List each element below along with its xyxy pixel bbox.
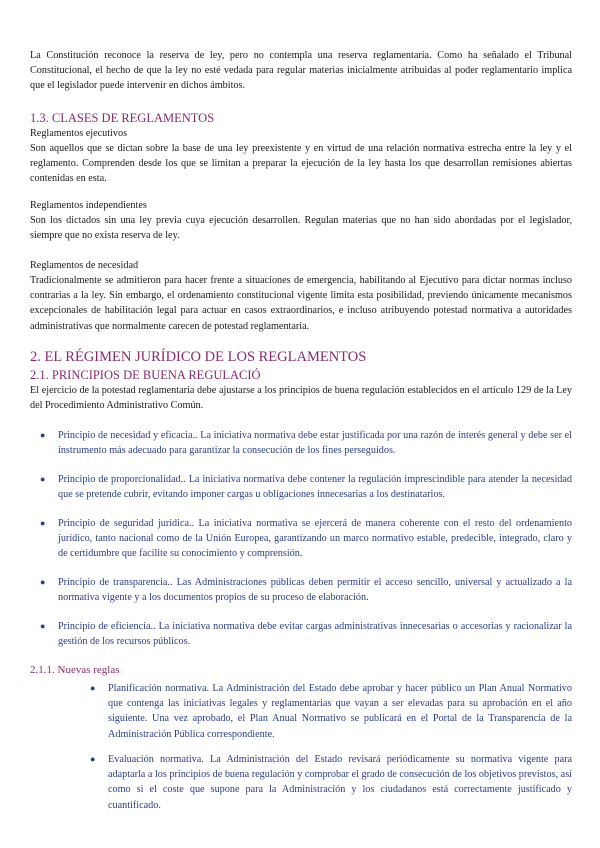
principle-text: Principio de necesidad y eficacia.. La iniciativa normativa debe estar justificada por una razón de interés general y debe ser el instrumento más adecuado para garantizar la consecución de los fines perseguidos. — [58, 430, 572, 457]
section-2-1 — [30, 367, 572, 413]
bullet-dot: ● — [40, 474, 46, 484]
section-2-heading: 2. EL RÉGIMEN JURÍDICO DE LOS REGLAMENTOS — [30, 349, 367, 365]
principle-text: Principio de proporcionalidad.. La iniciativa normativa debe contener la regulación imprescindible para atender la necesidad que se pretende cubrir, evitando imponer cargas u obligaciones innecesarias a los destinatarios. — [58, 474, 572, 501]
bullet-dot: ● — [40, 518, 46, 528]
principle-text: Principio de eficiencia.. La iniciativa normativa debe evitar cargas administrativas innecesarias o accesorias y racionalizar la gestión de los recursos públicos. — [58, 621, 572, 648]
reglamentos-ejecutivos-text: Son aquellos que se dictan sobre la base de una ley preexistente y en virtud de una relación normativa estrecha entre la ley y el reglamento. Comprenden desde los que se limitan a preparar la ejecución de la ley hasta los que desarrollan remisiones abiertas contenidas en esta. — [30, 143, 572, 185]
section-2 — [30, 348, 572, 366]
section-1-3-heading: 1.3. CLASES DE REGLAMENTOS — [30, 111, 215, 125]
principle-item — [30, 619, 572, 649]
rule-item — [86, 752, 572, 813]
reglamentos-ejecutivos-title: Reglamentos ejecutivos — [30, 128, 128, 139]
bullet-dot: ● — [90, 683, 96, 693]
principle-item — [30, 516, 572, 562]
reglamentos-necesidad-text: Tradicionalmente se admitieron para hacer frente a situaciones de emergencia, habilitando al Ejecutivo para dictar normas incluso contrarias a la ley. Sin embargo, el ordenamiento constitucional vigente limita esta posibilidad, previendo únicamente mecanismos excepcionales de habilitación legal para actuar en casos extraordinarios, e incluso atribuyendo potestad normativa a autoridades administrativas que normalmente carecen de potestad reglamentaria. — [30, 275, 572, 332]
intro-paragraph: La Constitución reconoce la reserva de ley, pero no contempla una reserva reglamentaria. Como ha señalado el Tribunal Constitucional, el hecho de que la ley no esté vedada para regular materias inicialmente atribuidas al poder reglamentario implica que el legislador puede intervenir en dichos ámbitos. — [30, 50, 572, 92]
reglamentos-independientes — [30, 199, 572, 243]
principle-text: Principio de seguridad jurídica.. La iniciativa normativa se ejercerá de manera coherente con el resto del ordenamiento jurídico, tanto nacional como de la Unión Europea, garantizando un marco normativo estable, predecible, integrado, claro y de certidumbre que facilite su conocimiento y comprensión. — [58, 518, 572, 560]
section-2-1-heading: 2.1. PRINCIPIOS DE BUENA REGULACIÓ — [30, 368, 261, 382]
reglamentos-independientes-text: Son los dictados sin una ley previa cuya ejecución desarrollen. Regulan materias que no han sido abordadas por el legislador, siempre que no exista reserva de ley. — [30, 215, 572, 242]
section-1-3 — [30, 110, 572, 126]
rule-item — [86, 681, 572, 742]
bullet-dot: ● — [90, 754, 96, 764]
reglamentos-necesidad-title: Reglamentos de necesidad — [30, 260, 139, 271]
principle-item — [30, 575, 572, 605]
reglamentos-necesidad — [30, 259, 572, 334]
reglamentos-independientes-title: Reglamentos independientes — [30, 200, 147, 211]
bullet-dot: ● — [40, 621, 46, 631]
principle-text: Principio de transparencia.. Las Administraciones públicas deben permitir el acceso sencillo, universal y actualizado a la normativa vigente y a los documentos propios de su proceso de elaboración. — [58, 577, 572, 604]
bullet-dot: ● — [40, 430, 46, 440]
section-2-1-1 — [30, 663, 572, 677]
rule-text: Evaluación normativa. La Administración del Estado revisará periódicamente su normativa vigente para adaptarla a los principios de buena regulación y comprobar el grado de consecución de los objetivos previstos, así como si el coste que supone para la Administración y los ciudadanos está correctamente justificado y cuantificado. — [108, 754, 572, 811]
bullet-dot: ● — [40, 577, 46, 587]
intro-paragraph-block — [30, 48, 572, 94]
principle-item — [30, 428, 572, 458]
reglamentos-ejecutivos — [30, 127, 572, 187]
section-2-1-intro: El ejercicio de la potestad reglamentaria debe ajustarse a los principios de buena regulación establecidos en el artículo 129 de la Ley del Procedimiento Administrativo Común. — [30, 385, 572, 412]
principle-item — [30, 472, 572, 502]
section-2-1-1-heading: 2.1.1. Nuevas reglas — [30, 664, 120, 676]
rule-text: Planificación normativa. La Administración del Estado debe aprobar y hacer público un Plan Anual Normativo que contenga las iniciativas legales y reglamentarias que vayan a ser elevadas para su aprobación en el año siguiente. Una vez aprobado, el Plan Anual Normativo se publicará en el Portal de la Transparencia de la Administración Pública correspondiente. — [108, 683, 572, 740]
